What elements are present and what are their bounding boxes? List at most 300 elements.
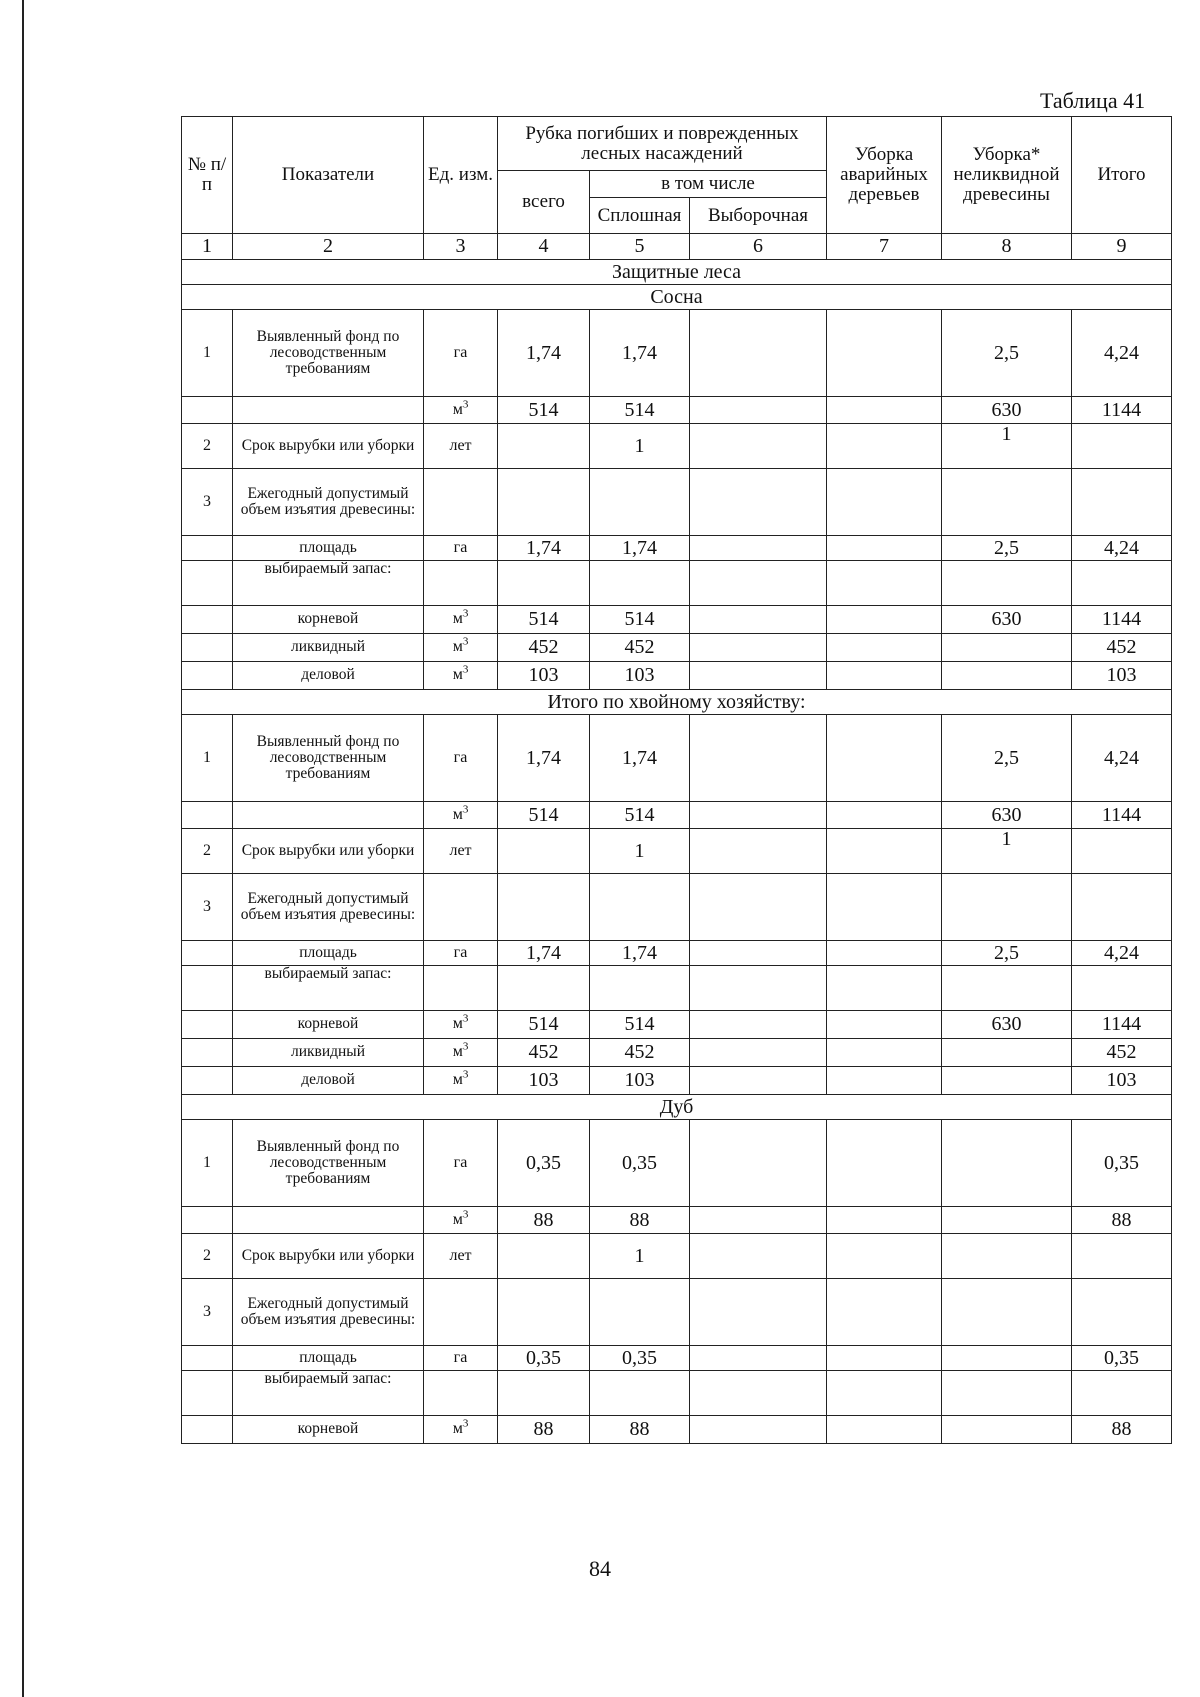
page-number: 84 bbox=[589, 1556, 611, 1581]
row-value: 514 bbox=[498, 397, 590, 424]
row-value: 1 bbox=[942, 424, 1072, 469]
row-value: 514 bbox=[590, 802, 690, 829]
row-unit bbox=[424, 397, 498, 424]
row-unit bbox=[424, 1207, 498, 1234]
row-unit bbox=[424, 1346, 498, 1371]
row-number: 3 bbox=[182, 874, 233, 941]
table-row bbox=[182, 715, 1172, 802]
row-indicator: выбираемый запас: bbox=[233, 561, 424, 606]
row-value bbox=[827, 1011, 942, 1039]
row-value bbox=[942, 1234, 1072, 1279]
row-unit bbox=[424, 606, 498, 634]
row-value: 1144 bbox=[1072, 802, 1172, 829]
row-value bbox=[498, 469, 590, 536]
row-value: 630 bbox=[942, 802, 1072, 829]
section-title: Защитные леса bbox=[182, 260, 1172, 285]
row-value bbox=[1072, 874, 1172, 941]
row-value bbox=[942, 1207, 1072, 1234]
column-number: 4 bbox=[498, 234, 590, 260]
row-number: 2 bbox=[182, 829, 233, 874]
row-indicator: ликвидный bbox=[233, 634, 424, 662]
row-value: 1,74 bbox=[498, 310, 590, 397]
unit-text: лет bbox=[449, 841, 472, 859]
row-indicator: Срок вырубки или уборки bbox=[233, 424, 424, 469]
row-value bbox=[942, 634, 1072, 662]
header-indicators: Показатели bbox=[233, 117, 424, 234]
row-number bbox=[182, 1416, 233, 1444]
row-value: 2,5 bbox=[942, 715, 1072, 802]
row-value: 103 bbox=[590, 1067, 690, 1095]
row-indicator: Срок вырубки или уборки bbox=[233, 829, 424, 874]
row-number: 3 bbox=[182, 1279, 233, 1346]
unit-text: лет bbox=[449, 436, 472, 454]
row-value: 103 bbox=[1072, 662, 1172, 690]
column-number: 9 bbox=[1072, 234, 1172, 260]
section-title: Итого по хвойному хозяйству: bbox=[182, 690, 1172, 715]
row-indicator: выбираемый запас: bbox=[233, 966, 424, 1011]
table-row bbox=[182, 1371, 1172, 1416]
row-value: 514 bbox=[590, 397, 690, 424]
table-row bbox=[182, 1067, 1172, 1095]
row-unit bbox=[424, 941, 498, 966]
unit-text: м bbox=[452, 1210, 463, 1228]
row-value: 0,35 bbox=[1072, 1120, 1172, 1207]
row-value bbox=[590, 1371, 690, 1416]
header-emergency: Уборка аварийных деревьев bbox=[827, 117, 942, 234]
row-value bbox=[827, 1207, 942, 1234]
cubic-superscript: 3 bbox=[462, 635, 469, 648]
row-unit bbox=[424, 874, 498, 941]
row-value bbox=[827, 802, 942, 829]
row-value: 103 bbox=[498, 1067, 590, 1095]
row-value bbox=[942, 1279, 1072, 1346]
row-value: 452 bbox=[1072, 634, 1172, 662]
cubic-superscript: 3 bbox=[462, 1012, 469, 1025]
cubic-superscript: 3 bbox=[462, 607, 469, 620]
row-value bbox=[498, 561, 590, 606]
row-indicator bbox=[233, 802, 424, 829]
row-value bbox=[827, 662, 942, 690]
row-value: 514 bbox=[590, 606, 690, 634]
row-value: 0,35 bbox=[1072, 1346, 1172, 1371]
row-indicator: Выявленный фонд по лесоводственным требованиям bbox=[233, 310, 424, 397]
row-unit bbox=[424, 536, 498, 561]
row-value bbox=[690, 469, 827, 536]
row-value bbox=[690, 1011, 827, 1039]
table-row bbox=[182, 1039, 1172, 1067]
row-value: 1,74 bbox=[590, 536, 690, 561]
felling-table bbox=[181, 116, 1172, 1444]
row-value bbox=[827, 1416, 942, 1444]
row-value bbox=[1072, 561, 1172, 606]
row-value bbox=[590, 469, 690, 536]
column-number: 1 bbox=[182, 234, 233, 260]
row-value bbox=[690, 561, 827, 606]
row-number bbox=[182, 662, 233, 690]
row-value: 2,5 bbox=[942, 310, 1072, 397]
header-total-all: всего bbox=[498, 171, 590, 234]
row-number bbox=[182, 941, 233, 966]
row-value: 0,35 bbox=[590, 1346, 690, 1371]
row-value bbox=[827, 966, 942, 1011]
row-value: 0,35 bbox=[590, 1120, 690, 1207]
row-indicator: Выявленный фонд по лесоводственным требованиям bbox=[233, 715, 424, 802]
section-title: Дуб bbox=[182, 1095, 1172, 1120]
row-value: 1 bbox=[590, 1234, 690, 1279]
table-row bbox=[182, 1279, 1172, 1346]
table-row bbox=[182, 1011, 1172, 1039]
row-value bbox=[690, 662, 827, 690]
row-value bbox=[498, 424, 590, 469]
unit-text: га bbox=[453, 748, 468, 766]
unit-text: м bbox=[452, 805, 463, 823]
row-value bbox=[942, 1039, 1072, 1067]
row-value: 1,74 bbox=[590, 715, 690, 802]
table-row bbox=[182, 829, 1172, 874]
unit-text: м bbox=[452, 610, 463, 628]
row-value bbox=[590, 874, 690, 941]
section-title-row bbox=[182, 690, 1172, 715]
table-caption: Таблица 41 bbox=[1040, 88, 1146, 113]
row-indicator: Ежегодный допустимый объем изъятия древесины: bbox=[233, 874, 424, 941]
row-unit bbox=[424, 662, 498, 690]
cubic-superscript: 3 bbox=[462, 1208, 469, 1221]
row-value: 103 bbox=[498, 662, 590, 690]
row-unit bbox=[424, 1371, 498, 1416]
row-value bbox=[942, 469, 1072, 536]
row-indicator: выбираемый запас: bbox=[233, 1371, 424, 1416]
row-value bbox=[827, 1067, 942, 1095]
table-row bbox=[182, 606, 1172, 634]
row-value bbox=[942, 1120, 1072, 1207]
column-number: 7 bbox=[827, 234, 942, 260]
row-indicator: площадь bbox=[233, 941, 424, 966]
header-no: № п/п bbox=[182, 117, 233, 234]
row-value bbox=[1072, 469, 1172, 536]
row-value bbox=[827, 829, 942, 874]
row-indicator: Срок вырубки или уборки bbox=[233, 1234, 424, 1279]
row-value bbox=[690, 715, 827, 802]
row-value bbox=[827, 874, 942, 941]
row-value bbox=[690, 1346, 827, 1371]
cubic-superscript: 3 bbox=[462, 803, 469, 816]
unit-text: м bbox=[452, 1420, 463, 1438]
row-value bbox=[827, 424, 942, 469]
unit-text: м bbox=[452, 1043, 463, 1061]
row-value: 630 bbox=[942, 397, 1072, 424]
table-row bbox=[182, 397, 1172, 424]
row-number bbox=[182, 561, 233, 606]
row-value bbox=[1072, 1371, 1172, 1416]
unit-text: га bbox=[453, 343, 468, 361]
table-body bbox=[182, 260, 1172, 1444]
table-row bbox=[182, 424, 1172, 469]
row-value bbox=[942, 874, 1072, 941]
row-indicator: деловой bbox=[233, 1067, 424, 1095]
row-value bbox=[690, 829, 827, 874]
row-indicator: Ежегодный допустимый объем изъятия древесины: bbox=[233, 1279, 424, 1346]
unit-text: га bbox=[453, 1153, 468, 1171]
row-value bbox=[942, 966, 1072, 1011]
row-unit bbox=[424, 634, 498, 662]
row-value bbox=[690, 634, 827, 662]
row-number bbox=[182, 397, 233, 424]
column-numbers-row bbox=[182, 234, 1172, 260]
header-total: Итого bbox=[1072, 117, 1172, 234]
row-value bbox=[690, 424, 827, 469]
row-value: 0,35 bbox=[498, 1120, 590, 1207]
row-unit bbox=[424, 1011, 498, 1039]
row-number: 1 bbox=[182, 1120, 233, 1207]
column-number: 5 bbox=[590, 234, 690, 260]
header-nonliquid: Уборка* неликвидной древесины bbox=[942, 117, 1072, 234]
row-value: 88 bbox=[1072, 1416, 1172, 1444]
row-indicator: деловой bbox=[233, 662, 424, 690]
unit-text: га bbox=[453, 538, 468, 556]
binding-margin-line bbox=[22, 0, 24, 1697]
column-number: 2 bbox=[233, 234, 424, 260]
cubic-superscript: 3 bbox=[462, 398, 469, 411]
row-value bbox=[827, 310, 942, 397]
section-title: Сосна bbox=[182, 285, 1172, 310]
header-selective: Выборочная bbox=[690, 198, 827, 234]
row-value bbox=[690, 1279, 827, 1346]
row-value: 103 bbox=[590, 662, 690, 690]
unit-text: м bbox=[452, 400, 463, 418]
cubic-superscript: 3 bbox=[462, 1068, 469, 1081]
row-value bbox=[827, 715, 942, 802]
row-value: 452 bbox=[1072, 1039, 1172, 1067]
row-value bbox=[827, 1371, 942, 1416]
row-value bbox=[590, 1279, 690, 1346]
row-value: 1,74 bbox=[498, 536, 590, 561]
row-value bbox=[827, 1234, 942, 1279]
row-value bbox=[942, 1371, 1072, 1416]
cubic-superscript: 3 bbox=[462, 1040, 469, 1053]
row-number: 3 bbox=[182, 469, 233, 536]
row-value: 88 bbox=[498, 1416, 590, 1444]
row-value bbox=[827, 1039, 942, 1067]
row-value: 630 bbox=[942, 606, 1072, 634]
table-header bbox=[182, 117, 1172, 260]
row-value bbox=[690, 941, 827, 966]
row-value: 1144 bbox=[1072, 397, 1172, 424]
row-value bbox=[827, 1120, 942, 1207]
row-value bbox=[498, 829, 590, 874]
cubic-superscript: 3 bbox=[462, 1417, 469, 1430]
row-value bbox=[690, 1371, 827, 1416]
row-value bbox=[1072, 966, 1172, 1011]
row-unit bbox=[424, 561, 498, 606]
row-value bbox=[690, 606, 827, 634]
row-unit bbox=[424, 1416, 498, 1444]
table-row bbox=[182, 1346, 1172, 1371]
row-value: 88 bbox=[590, 1207, 690, 1234]
row-value: 1 bbox=[590, 424, 690, 469]
row-number bbox=[182, 966, 233, 1011]
table-row bbox=[182, 634, 1172, 662]
unit-text: м bbox=[452, 1071, 463, 1089]
row-value: 514 bbox=[590, 1011, 690, 1039]
section-title-row bbox=[182, 1095, 1172, 1120]
row-value bbox=[690, 1120, 827, 1207]
row-number bbox=[182, 1039, 233, 1067]
cubic-superscript: 3 bbox=[462, 663, 469, 676]
row-number: 1 bbox=[182, 310, 233, 397]
table-row bbox=[182, 536, 1172, 561]
row-number bbox=[182, 1207, 233, 1234]
row-value bbox=[827, 606, 942, 634]
unit-text: лет bbox=[449, 1246, 472, 1264]
row-value: 1,74 bbox=[590, 310, 690, 397]
row-indicator bbox=[233, 397, 424, 424]
row-value: 1144 bbox=[1072, 1011, 1172, 1039]
row-value bbox=[498, 966, 590, 1011]
row-value bbox=[942, 561, 1072, 606]
row-value: 630 bbox=[942, 1011, 1072, 1039]
table-row bbox=[182, 941, 1172, 966]
row-value: 2,5 bbox=[942, 941, 1072, 966]
row-indicator bbox=[233, 1207, 424, 1234]
row-value bbox=[942, 1416, 1072, 1444]
table-row bbox=[182, 1207, 1172, 1234]
section-title-row bbox=[182, 285, 1172, 310]
row-unit bbox=[424, 802, 498, 829]
row-value: 452 bbox=[590, 634, 690, 662]
row-value: 514 bbox=[498, 1011, 590, 1039]
row-value bbox=[827, 397, 942, 424]
row-value bbox=[690, 397, 827, 424]
row-value bbox=[827, 536, 942, 561]
row-value: 514 bbox=[498, 802, 590, 829]
row-value: 88 bbox=[1072, 1207, 1172, 1234]
row-value: 4,24 bbox=[1072, 941, 1172, 966]
row-value bbox=[1072, 829, 1172, 874]
row-value bbox=[827, 561, 942, 606]
row-value: 88 bbox=[498, 1207, 590, 1234]
row-unit bbox=[424, 469, 498, 536]
row-value bbox=[690, 966, 827, 1011]
row-value bbox=[690, 1207, 827, 1234]
row-value: 514 bbox=[498, 606, 590, 634]
unit-text: га bbox=[453, 943, 468, 961]
row-unit bbox=[424, 1234, 498, 1279]
row-value: 103 bbox=[1072, 1067, 1172, 1095]
row-value bbox=[827, 941, 942, 966]
row-value: 1144 bbox=[1072, 606, 1172, 634]
header-clear: Сплошная bbox=[590, 198, 690, 234]
row-number: 2 bbox=[182, 1234, 233, 1279]
row-indicator: ликвидный bbox=[233, 1039, 424, 1067]
row-number bbox=[182, 606, 233, 634]
row-value bbox=[942, 1067, 1072, 1095]
row-value bbox=[690, 1234, 827, 1279]
row-value: 1 bbox=[590, 829, 690, 874]
section-title-row bbox=[182, 260, 1172, 285]
row-value bbox=[690, 1039, 827, 1067]
row-indicator: Ежегодный допустимый объем изъятия древесины: bbox=[233, 469, 424, 536]
row-value bbox=[827, 1346, 942, 1371]
row-indicator: корневой bbox=[233, 1416, 424, 1444]
row-indicator: площадь bbox=[233, 536, 424, 561]
row-number bbox=[182, 536, 233, 561]
row-value bbox=[498, 1279, 590, 1346]
row-value: 4,24 bbox=[1072, 536, 1172, 561]
row-value: 1,74 bbox=[590, 941, 690, 966]
row-number bbox=[182, 802, 233, 829]
table-row bbox=[182, 310, 1172, 397]
column-number: 8 bbox=[942, 234, 1072, 260]
row-value bbox=[690, 1416, 827, 1444]
row-value: 4,24 bbox=[1072, 310, 1172, 397]
row-unit bbox=[424, 715, 498, 802]
row-unit bbox=[424, 966, 498, 1011]
table-row bbox=[182, 1120, 1172, 1207]
row-indicator: Выявленный фонд по лесоводственным требованиям bbox=[233, 1120, 424, 1207]
row-value bbox=[1072, 424, 1172, 469]
row-number bbox=[182, 1371, 233, 1416]
row-unit bbox=[424, 1120, 498, 1207]
column-number: 3 bbox=[424, 234, 498, 260]
row-value: 0,35 bbox=[498, 1346, 590, 1371]
row-value: 452 bbox=[498, 1039, 590, 1067]
table-row bbox=[182, 1234, 1172, 1279]
row-value: 1,74 bbox=[498, 715, 590, 802]
row-value: 88 bbox=[590, 1416, 690, 1444]
row-value: 452 bbox=[498, 634, 590, 662]
row-value bbox=[690, 802, 827, 829]
row-value bbox=[498, 874, 590, 941]
unit-text: м bbox=[452, 638, 463, 656]
row-unit bbox=[424, 1279, 498, 1346]
row-value bbox=[690, 310, 827, 397]
row-number: 2 bbox=[182, 424, 233, 469]
row-indicator: площадь bbox=[233, 1346, 424, 1371]
row-value: 4,24 bbox=[1072, 715, 1172, 802]
table-row bbox=[182, 874, 1172, 941]
row-number: 1 bbox=[182, 715, 233, 802]
table-row bbox=[182, 966, 1172, 1011]
table-row bbox=[182, 561, 1172, 606]
row-value bbox=[690, 874, 827, 941]
row-value bbox=[590, 561, 690, 606]
row-value bbox=[827, 634, 942, 662]
row-number bbox=[182, 1011, 233, 1039]
header-felling: Рубка погибших и поврежденных лесных насаждений bbox=[498, 117, 827, 171]
row-unit bbox=[424, 1039, 498, 1067]
row-value bbox=[827, 469, 942, 536]
row-unit bbox=[424, 829, 498, 874]
row-value bbox=[590, 966, 690, 1011]
row-unit bbox=[424, 1067, 498, 1095]
row-value bbox=[690, 536, 827, 561]
table-row bbox=[182, 802, 1172, 829]
row-value bbox=[942, 1346, 1072, 1371]
row-value: 1,74 bbox=[498, 941, 590, 966]
row-value bbox=[498, 1371, 590, 1416]
table-row bbox=[182, 1416, 1172, 1444]
row-value bbox=[1072, 1234, 1172, 1279]
unit-text: га bbox=[453, 1348, 468, 1366]
row-value: 2,5 bbox=[942, 536, 1072, 561]
row-value bbox=[690, 1067, 827, 1095]
row-value bbox=[827, 1279, 942, 1346]
row-value: 1 bbox=[942, 829, 1072, 874]
header-including: в том числе bbox=[590, 171, 827, 198]
row-value bbox=[942, 662, 1072, 690]
row-value bbox=[498, 1234, 590, 1279]
row-number bbox=[182, 1346, 233, 1371]
